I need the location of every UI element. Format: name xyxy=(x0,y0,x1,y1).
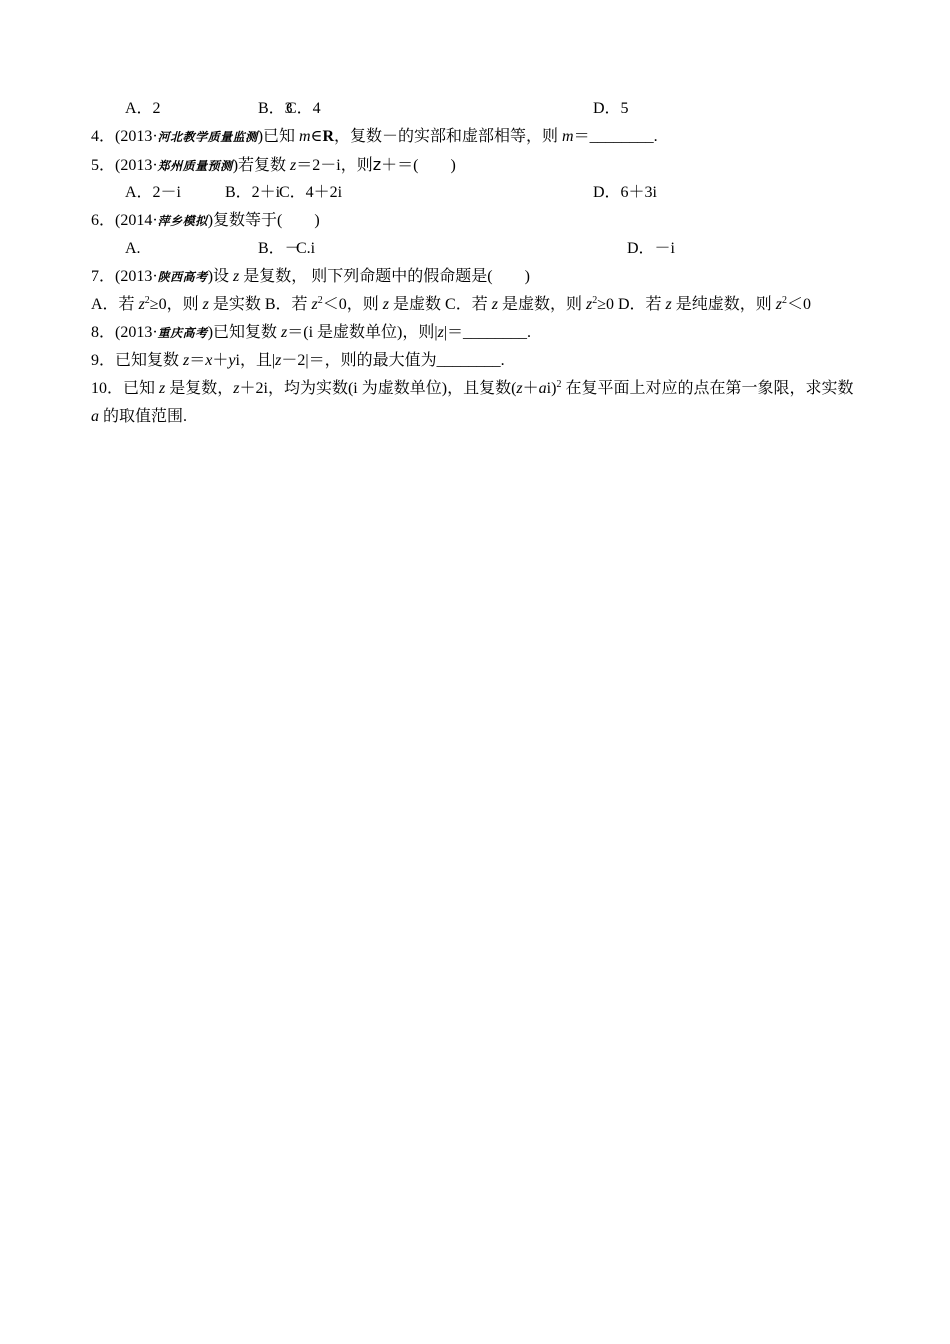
q7-d-var-z-2: z xyxy=(775,296,783,313)
q9-var-x: x xyxy=(205,352,213,369)
q4-text-3: ，复数－的实部和虚部相等，则 xyxy=(334,128,563,145)
q4-text-1: 已知 xyxy=(263,128,300,145)
q7-source-close: ) xyxy=(207,268,214,285)
q5-source-close: ) xyxy=(232,157,239,174)
q5-source: 郑州质量预测 xyxy=(157,159,233,173)
q4-var-m-2: m xyxy=(562,128,574,145)
q10-text-6: 在复平面上对应的点在第一象限，求实数 xyxy=(561,380,854,397)
q4-source-open: (2013· xyxy=(115,128,158,145)
q6-option-a: A. xyxy=(125,240,141,257)
question-5 xyxy=(91,153,456,177)
q3-option-b: B．3 xyxy=(258,100,293,117)
q7-d-text-1: D．若 xyxy=(617,296,666,313)
q9-number: 9． xyxy=(91,352,116,369)
q7-c-text-2: 是虚数，则 xyxy=(497,296,586,313)
q5-var-z: z xyxy=(290,157,297,174)
q9-var-z: z xyxy=(183,352,190,369)
q10-text-4: ＋ xyxy=(522,380,539,397)
q5-option-b: B．2＋i xyxy=(225,184,281,201)
q5-var-z-2: z xyxy=(372,155,382,174)
q7-c-var-z-2: z xyxy=(585,296,593,313)
q7-option-b xyxy=(265,296,445,313)
q8-number: 8． xyxy=(91,324,116,341)
q7-a-text-2: ≥0，则 xyxy=(149,296,203,313)
q9-var-z-2: z xyxy=(275,352,282,369)
q9-text-4: i，且| xyxy=(235,352,276,369)
q8-text-2: ＝(i 是虚数单位)，则| xyxy=(287,324,438,341)
q7-b-text-2: ＜0，则 xyxy=(322,296,383,313)
q7-text-1: 设 xyxy=(213,268,234,285)
q7-c-text-1: C．若 xyxy=(445,296,492,313)
q7-b-var-z: z xyxy=(311,296,318,313)
q10-var-z-2: z xyxy=(233,380,240,397)
q4-number: 4． xyxy=(91,128,116,145)
q7-d-var-z: z xyxy=(665,296,672,313)
q10-number: 10． xyxy=(91,380,124,397)
q7-source-open: (2013· xyxy=(115,268,158,285)
q10-line2-var-a: a xyxy=(91,408,99,425)
q4-real-set: R xyxy=(322,128,334,145)
q4-var-m: m xyxy=(299,128,311,145)
q7-var-z: z xyxy=(233,268,240,285)
q10-var-a: a xyxy=(538,380,547,397)
q7-c-sup: 2 xyxy=(592,295,598,306)
q4-text-4: ＝________. xyxy=(573,128,658,145)
q9-text-5: －2|＝，则的最大值为________. xyxy=(281,352,505,369)
q7-b-text-1: B．若 xyxy=(264,296,312,313)
question-9 xyxy=(91,349,505,373)
q5-text-3: ＋＝( ) xyxy=(381,157,456,174)
q8-var-z: z xyxy=(281,324,288,341)
q10-var-z: z xyxy=(159,380,166,397)
q6-text-1: 复数等于( ) xyxy=(213,212,320,229)
q4-source-close: ) xyxy=(257,128,264,145)
q7-a-var-z-2: z xyxy=(202,296,209,313)
q6-number: 6． xyxy=(91,212,116,229)
q7-a-text-3: 是实数 xyxy=(208,296,265,313)
q10-sup: 2 xyxy=(556,379,562,390)
q7-b-sup: 2 xyxy=(317,295,323,306)
q5-option-a: A．2－i xyxy=(125,184,182,201)
question-6 xyxy=(91,209,320,233)
q7-b-text-3: 是虚数 xyxy=(389,296,446,313)
q7-number: 7． xyxy=(91,268,116,285)
q6-option-c: C.i xyxy=(296,240,316,257)
q8-source-open: (2013· xyxy=(115,324,158,341)
q3-option-a: A．2 xyxy=(125,100,161,117)
q6-source-open: (2014· xyxy=(115,212,158,229)
question-10-line-2 xyxy=(91,405,187,429)
q7-a-var-z: z xyxy=(138,296,145,313)
q5-number: 5． xyxy=(91,157,116,174)
q10-text-3: ＋2i，均为实数(i 为虚数单位)，且复数( xyxy=(239,380,517,397)
q7-option-c xyxy=(445,296,618,313)
q5-text-1: 若复数 xyxy=(238,157,291,174)
q9-text-3: ＋ xyxy=(212,352,229,369)
q9-text-1: 已知复数 xyxy=(115,352,184,369)
q7-c-var-z: z xyxy=(491,296,498,313)
q3-option-c: C．4 xyxy=(286,100,321,117)
q3-option-d: D．5 xyxy=(593,100,629,117)
question-8 xyxy=(91,321,531,345)
q7-d-text-2: 是纯虚数，则 xyxy=(671,296,776,313)
q8-text-1: 已知复数 xyxy=(213,324,282,341)
q8-source: 重庆高考 xyxy=(157,326,208,340)
q7-b-var-z-2: z xyxy=(382,296,390,313)
q8-text-3: |＝________. xyxy=(443,324,532,341)
q5-option-c: C．4＋2i xyxy=(279,184,343,201)
q7-options-row xyxy=(91,293,811,317)
q5-option-d: D．6＋3i xyxy=(593,184,658,201)
q10-text-2: 是复数， xyxy=(165,380,234,397)
question-4 xyxy=(91,125,658,149)
q8-var-z-2: z xyxy=(437,324,444,341)
q7-d-text-3: ＜0 xyxy=(787,296,812,313)
q7-source: 陕西高考 xyxy=(157,270,208,284)
q7-text-2: 是复数， 则下列命题中的假命题是( ) xyxy=(239,268,530,285)
q4-source: 河北教学质量监测 xyxy=(157,130,258,144)
q7-option-a xyxy=(91,296,265,313)
q8-source-close: ) xyxy=(207,324,214,341)
q10-text-1: 已知 xyxy=(123,380,160,397)
q9-var-y: y xyxy=(228,352,236,369)
q7-a-sup: 2 xyxy=(144,295,150,306)
q4-text-2: ∈ xyxy=(310,128,323,145)
q5-source-open: (2013· xyxy=(115,157,158,174)
question-10 xyxy=(91,377,853,401)
q6-source-close: ) xyxy=(207,212,214,229)
question-7 xyxy=(91,265,530,289)
q10-var-z-3: z xyxy=(516,380,523,397)
q9-text-2: ＝ xyxy=(189,352,206,369)
q10-line2-text: 的取值范围. xyxy=(99,408,188,425)
q6-source: 萍乡模拟 xyxy=(157,214,208,228)
q5-text-2: ＝2－i，则 xyxy=(296,157,373,174)
q6-option-b: B．－ xyxy=(258,240,301,257)
q7-d-sup: 2 xyxy=(782,295,788,306)
q7-c-text-3: ≥0 xyxy=(597,296,618,313)
q7-option-d xyxy=(618,296,811,313)
q6-option-d: D．－i xyxy=(627,240,676,257)
q7-a-text-1: A．若 xyxy=(91,296,139,313)
q10-text-5: i) xyxy=(546,380,557,397)
